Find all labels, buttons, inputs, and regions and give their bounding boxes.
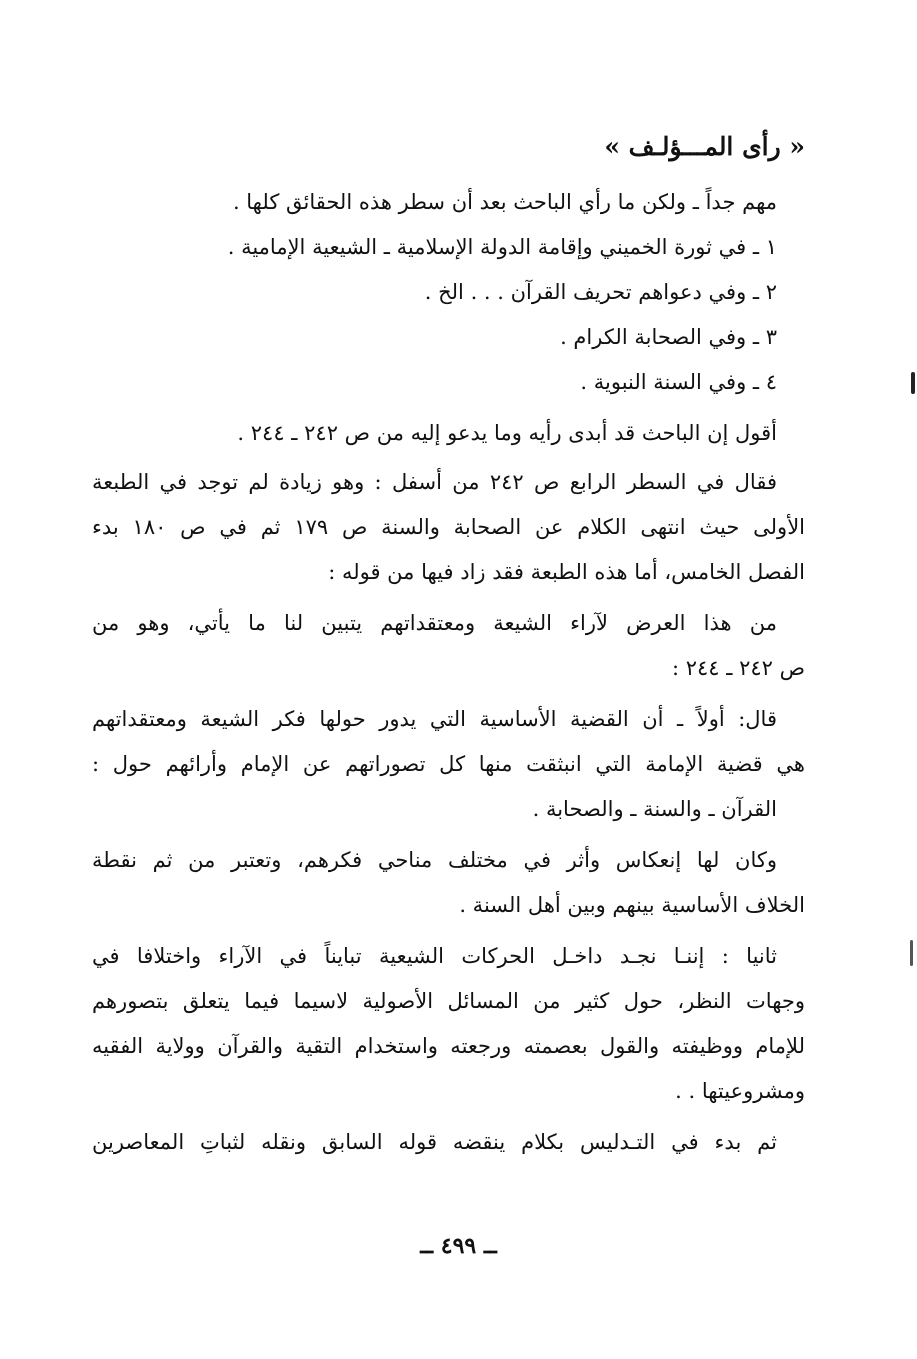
paragraph-line: وجهات النظر، حول كثير من المسائل الأصولية لاسيما فيما يتعلق بتصورهم — [92, 989, 805, 1013]
paragraph-line: الأولى حيث انتهى الكلام عن الصحابة والسنة ص ١٧٩ ثم في ص ١٨٠ بدء — [92, 515, 805, 539]
paragraph-line: وكان لها إنعكاس وأثر في مختلف مناحي فكرهم، وتعتبر من ثم نقطة — [92, 848, 777, 872]
list-item: ١ ـ في ثورة الخميني وإقامة الدولة الإسلامية ـ الشيعية الإمامية . — [227, 235, 777, 259]
paragraph-line: أقول إن الباحث قد أبدى رأيه وما يدعو إليه من ص ٢٤٢ ـ ٢٤٤ . — [237, 421, 777, 445]
paragraph-line: للإمام ووظيفته والقول بعصمته ورجعته واستخدام التقية والقرآن وولاية الفقيه — [92, 1034, 805, 1058]
intro-list — [92, 180, 805, 405]
paragraph-quote-3 — [92, 838, 805, 928]
paragraph-line: هي قضية الإمامة التي انبثقت منها كل تصوراتهم عن الإمام وأرائهم حول : — [92, 752, 805, 776]
scan-edge-mark — [910, 940, 913, 966]
paragraph-line: من هذا العرض لآراء الشيعة ومعتقداتهم يتبين لنا ما يأتي، وهو من — [92, 611, 777, 635]
section-heading: « رأى المـــؤلـف » — [604, 132, 805, 161]
paragraph-line: فقال في السطر الرابع ص ٢٤٢ من أسفل : وهو زيادة لم توجد في الطبعة — [92, 470, 777, 494]
scan-edge-mark — [911, 372, 915, 394]
page-body — [92, 122, 805, 1165]
paragraph-line: الخلاف الأساسية بينهم وبين أهل السنة . — [459, 893, 805, 917]
paragraph-author-opinion — [92, 411, 805, 456]
list-item: ٣ ـ وفي الصحابة الكرام . — [560, 325, 777, 349]
paragraph-quote-1 — [92, 601, 805, 691]
paragraph-line: ثم بدء في التـدليس بكلام ينقضه قوله السابق ونقله لثباتِ المعاصرين — [92, 1130, 777, 1154]
paragraph-quote-2 — [92, 697, 805, 832]
intro-line: مهم جداً ـ ولكن ما رأي الباحث بعد أن سطر هذه الحقائق كلها . — [232, 190, 777, 214]
paragraph-line: ص ٢٤٢ ـ ٢٤٤ : — [671, 656, 805, 680]
paragraph-line: القرآن ـ والسنة ـ والصحابة . — [532, 797, 777, 821]
paragraph-line: ومشروعيتها . . — [675, 1079, 805, 1103]
paragraph-closing — [92, 1120, 805, 1165]
paragraph-line: الفصل الخامس، أما هذه الطبعة فقد زاد فيها من قوله : — [328, 560, 805, 584]
paragraph-quote-4 — [92, 934, 805, 1114]
list-item: ٤ ـ وفي السنة النبوية . — [580, 370, 777, 394]
paragraph-line: قال: أولاً ـ أن القضية الأساسية التي يدور حولها فكر الشيعة ومعتقداتهم — [92, 707, 777, 731]
page-number: ــ ٤٩٩ ــ — [420, 1233, 497, 1259]
list-item: ٢ ـ وفي دعواهم تحريف القرآن . . . الخ . — [424, 280, 777, 304]
paragraph-line: ثانيا : إننـا نجـد داخـل الحركات الشيعية تبايناً في الآراء واختلافا في — [92, 944, 777, 968]
paragraph-quote-intro — [92, 460, 805, 595]
